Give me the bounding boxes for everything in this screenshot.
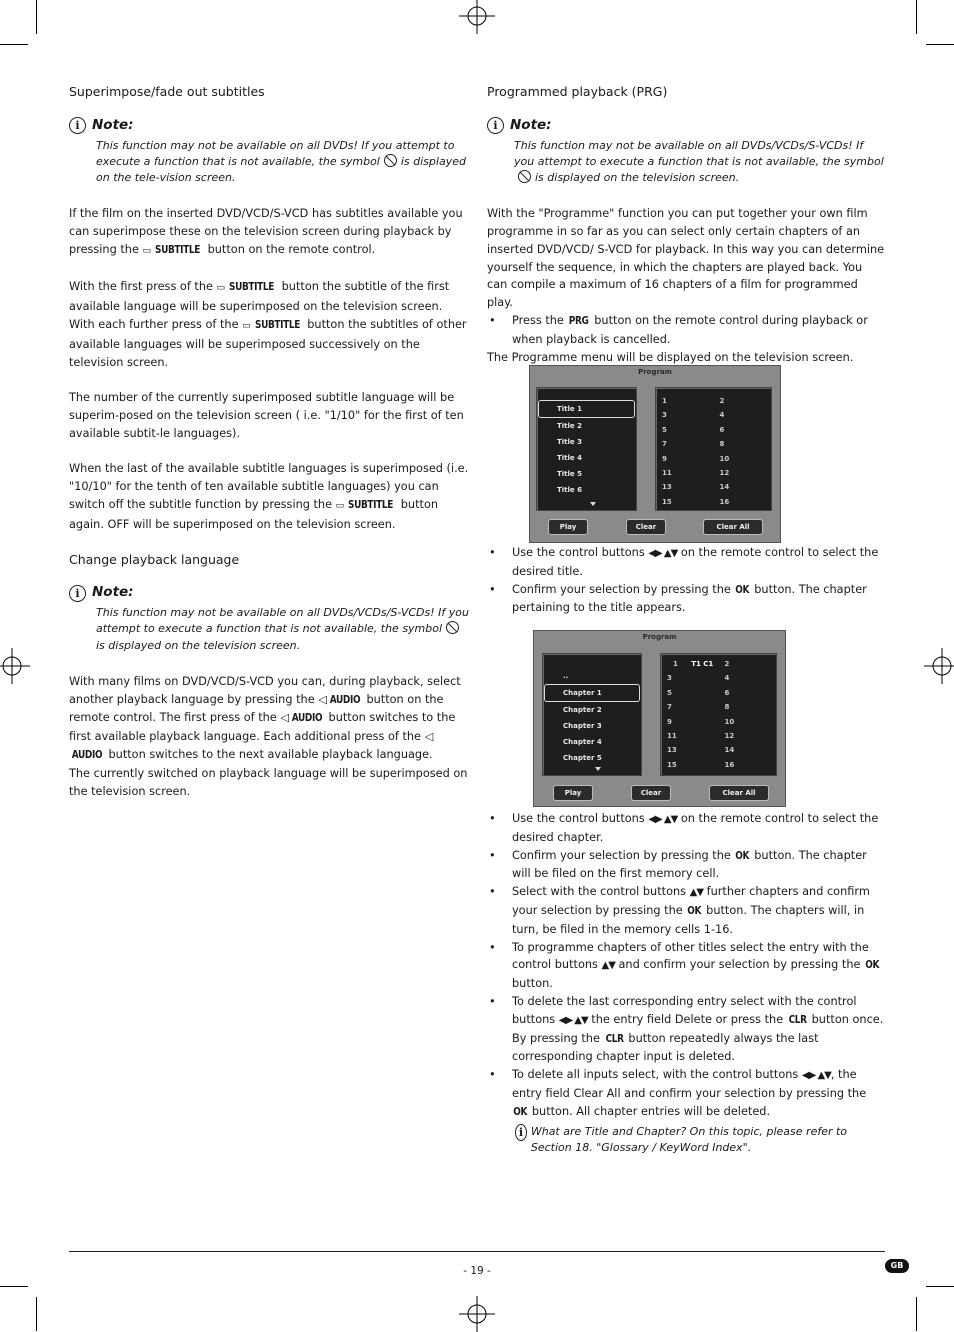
crop-mark [916,1297,917,1331]
subtitle-icon: ▭ [242,320,251,331]
list-item: • Press the PRG button on the remote control during playback or when playback is cancelled. [487,312,885,349]
chapter-list-panel [542,653,642,776]
memory-entry: T1 C1 [691,660,714,668]
list-item: • Use the control buttons ◀▶ ▲▼ on the remote control to select the desired title. [487,544,885,581]
key-label: OK [735,849,750,862]
key-label: SUBTITLE [348,498,394,511]
paragraph: With many films on DVD/VCD/S-VCD you can, during playback, select another playback language by pressing the ◁ AUDIO button on the remote control. The first press of the ◁ AUDIO button switches to the first available playback language. Each additional press of the ◁AUDIO button switches to the next available playback language. [69,673,469,765]
clear-all-button: Clear All [703,519,763,535]
footer-divider [69,1251,885,1252]
note-text: This function may not be available on all DVDs! If you attempt to execute a function that is not available, the symbol is displayed on the tele-vision screen. [96,138,466,184]
list-item-title: Title 2 [557,422,582,430]
clear-all-button: Clear All [709,785,769,801]
info-icon: i [487,117,504,134]
subtitle-icon: ▭ [335,500,345,511]
list-item-title-1: Title 1 [538,400,635,418]
clear-button: Clear [626,519,666,535]
note-heading [69,117,469,135]
paragraph: The number of the currently superimposed subtitle language will be superim-posed on the television screen ( i.e. "1/10" for the first of ten available subtit-le languages). [69,391,464,440]
crop-mark [916,0,917,34]
list-item-chapter: Chapter 4 [563,738,602,746]
paragraph: If the film on the inserted DVD/VCD/S-VCD has subtitles available you can superimpose these on the television screen during playback by pressing the ▭ SUBTITLE button on the remote control. [69,205,469,260]
list-item: • To delete all inputs select, with the control buttons ◀▶ ▲▼, the entry field Clear All and confirm your selection by pressing the OK button. All chapter entries will be deleted. [487,1066,885,1121]
title-list [537,388,636,498]
paragraph: With the "Programme" function you can put together your own film programme in so far as you can select only certain chapters of an inserted DVD/VCD/ S-VCD for playback. In this way you can determine yourself the sequence, in which the chapters are played back. You can compile a maximum of 16 chapters of a film for programmed play. [487,207,885,310]
prohibited-icon [384,154,397,167]
memory-cells: 1 T1 C1 2 3 4 5 6 7 8 9 10 11 12 13 14 15 16 [667,660,735,769]
memory-cells: 1 2 3 4 5 6 7 8 9 10 11 12 13 14 15 16 [662,397,730,506]
list-item-chapter: Chapter 2 [563,706,602,714]
key-label: SUBTITLE [154,243,201,256]
crop-mark [0,1286,28,1287]
key-label: SUBTITLE [229,281,275,294]
note-label: Note: [92,116,134,133]
program-menu-screenshot-titles [529,365,781,543]
list-item: • Confirm your selection by pressing the OK button. The chapter pertaining to the title appears. [487,581,885,618]
key-label: AUDIO [71,748,103,761]
list-item-title: Title 3 [557,438,582,446]
key-label: OK [687,904,702,917]
bullet-list [487,544,885,617]
program-menu-screenshot-chapters [533,630,786,807]
key-label: PRG [569,314,589,327]
list-item: • To programme chapters of other titles select the entry with the control buttons ▲▼ and confirm your selection by pressing the OK button. [487,939,885,993]
paragraph: The currently switched on playback language will be superimposed on the television screen. [69,766,468,798]
note-label: Note: [92,584,134,601]
scroll-down-icon [590,502,596,506]
crop-mark [36,1297,37,1331]
prohibited-icon [446,621,459,634]
arrow-keys-icon: ▲▼ [689,887,704,899]
note-text: This function may not be available on all DVDs/VCDs/S-VCDs! If you attempt to execute a function that is not available, the symbolis displayed on the television screen. [514,138,884,184]
section-heading-subtitles: Superimpose/fade out subtitles [69,84,265,99]
left-column [69,83,469,800]
key-label: CLR [788,1013,807,1026]
subtitle-icon: ▭ [142,245,151,256]
list-item-chapter: Chapter 5 [563,754,602,762]
registration-mark-icon [0,648,30,684]
chapter-list [543,654,641,766]
note-label: Note: [510,116,552,133]
speaker-icon: ◁ [280,711,290,725]
hint-text: What are Title and Chapter? On this topic, please refer to Section 18. "Glossary / KeyWord Index". [530,1124,848,1154]
language-badge: GB [885,1259,909,1273]
list-item-title: Title 5 [557,470,582,478]
section-heading-language: Change playback language [69,551,240,567]
right-column-middle [487,544,885,617]
screen-title: Program [642,633,677,641]
registration-mark-icon [459,1296,495,1332]
list-item-chapter: Chapter 3 [563,722,602,730]
paragraph: With the first press of the ▭ SUBTITLE button the subtitle of the first available language will be superimposed on the television screen. With each further press of the ▭ SUBTITLE button the subtitles of other available languages will be superimposed successively on the television screen. [69,280,467,369]
list-item: • Select with the control buttons ▲▼ further chapters and confirm your selection by pressing the OK button. The chapters will, in turn, be filed in the memory cells 1-16. [487,883,885,938]
crop-mark [926,44,954,45]
right-column-bottom [487,810,885,1156]
subtitle-icon: ▭ [216,283,226,294]
glossary-hint [515,1124,885,1156]
arrow-keys-icon: ◀▶ ▲▼ [801,1070,831,1082]
bullet-list [487,810,885,1122]
list-item-title: Title 6 [557,486,582,494]
arrow-keys-icon: ◀▶ ▲▼ [558,1014,588,1026]
title-list-panel [536,387,637,511]
list-item: • To delete the last corresponding entry select with the control buttons ◀▶ ▲▼ the entry field Delete or press the CLR button once. By pressing the CLR button repeatedly always the last corresponding chapter input is deleted. [487,993,885,1066]
note-heading [69,584,469,602]
play-button: Play [553,785,593,801]
arrow-keys-icon: ◀▶ ▲▼ [648,814,678,825]
registration-mark-icon [459,0,495,34]
key-label: CLR [605,1032,624,1045]
bullet-list [487,312,885,349]
key-label: OK [513,1105,528,1118]
note-heading [487,117,885,135]
key-label: OK [865,959,880,972]
page-number: - 19 - [463,1265,491,1277]
info-icon: i [69,585,86,602]
memory-grid-panel [655,387,772,511]
play-button: Play [548,519,588,535]
key-label: AUDIO [291,712,323,725]
arrow-keys-icon: ◀▶ ▲▼ [648,548,678,559]
crop-mark [0,44,28,45]
list-item-back: .. [563,672,569,680]
right-column-top [487,83,885,366]
note-text: This function may not be available on all DVDs/VCDs/S-VCDs! If you attempt to execute a function that is not available, the symbolis displayed on the television screen. [96,606,469,652]
paragraph: When the last of the available subtitle languages is superimposed (i.e. "10/10" for the tenth of ten available subtitle languages) you can switch off the subtitle function by pressing the ▭ SUBTITLE button again. OFF will be superimposed on the television screen. [69,462,469,531]
list-item: • Use the control buttons ◀▶ ▲▼ on the remote control to select the desired chapter. [487,810,885,847]
crop-mark [36,0,37,34]
memory-grid-panel [660,653,777,776]
list-item-title: Title 4 [557,454,582,462]
arrow-keys-icon: ▲▼ [601,960,615,972]
registration-mark-icon [924,648,954,684]
speaker-icon: ◁ [424,730,434,744]
speaker-icon: ◁ [318,692,327,706]
list-item-chapter-1: Chapter 1 [544,684,640,702]
key-label: OK [735,583,750,596]
paragraph: The Programme menu will be displayed on the television screen. [487,350,854,364]
clear-button: Clear [631,785,671,801]
info-icon: i [515,1124,527,1141]
crop-mark [926,1286,954,1287]
key-label: AUDIO [329,693,361,706]
section-heading-prg: Programmed playback (PRG) [487,84,668,99]
key-label: SUBTITLE [254,318,300,331]
prohibited-icon [518,170,531,183]
scroll-down-icon [595,767,601,771]
list-item: • Confirm your selection by pressing the OK button. The chapter will be filed on the first memory cell. [487,847,885,884]
screen-title: Program [638,368,672,376]
info-icon: i [69,117,86,134]
